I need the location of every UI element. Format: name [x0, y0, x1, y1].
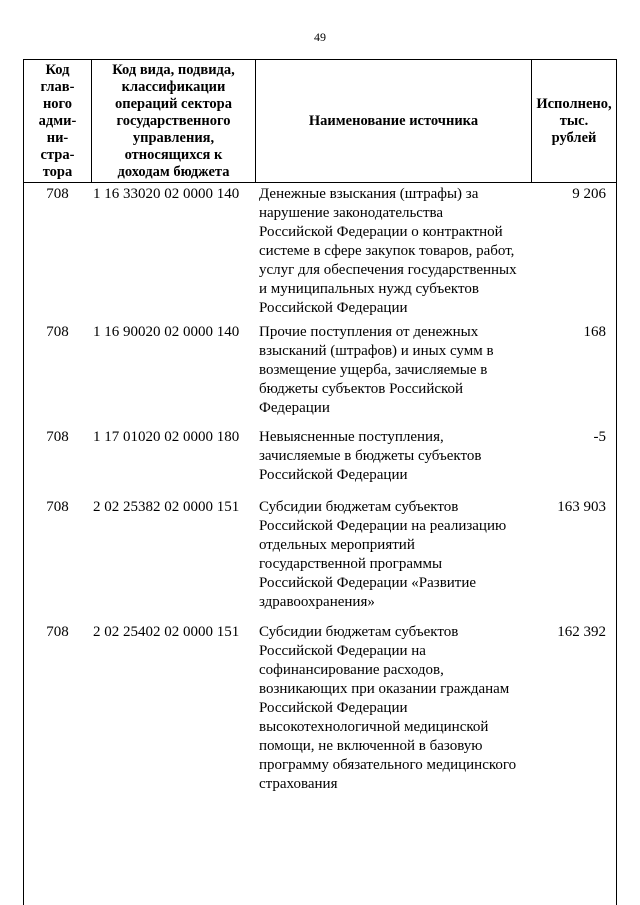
header-admin-code-label: Код глав- ного адми- ни- стра- тора — [38, 61, 77, 180]
row-admin-code: 708 — [46, 186, 69, 202]
row-amount: 162 392 — [557, 624, 606, 640]
page-number: 49 — [314, 30, 326, 44]
header-admin-code — [24, 60, 91, 182]
header-classification-code-label: Код вида, подвида, классификации операций сектора государственного управления, относящихся к доходам бюджета — [112, 61, 235, 180]
table-header — [24, 60, 616, 183]
header-source-name-label: Наименование источника — [308, 112, 479, 129]
row-admin-code: 708 — [46, 429, 69, 445]
row-amount: 168 — [583, 324, 606, 340]
revenue-table — [23, 59, 617, 905]
row-source-name: Невыясненные поступления, зачисляемые в бюджеты субъектов Российской Федерации — [259, 429, 482, 483]
row-source-name: Прочие поступления от денежных взысканий (штрафов) и иных сумм в возмещение ущерба, зачисляемые в бюджеты субъектов Российской Федерации — [259, 324, 494, 416]
row-admin-code: 708 — [46, 499, 69, 515]
row-amount: 163 903 — [557, 499, 606, 515]
row-classification-code: 1 16 90020 02 0000 140 — [93, 324, 240, 340]
row-admin-code: 708 — [46, 624, 69, 640]
row-source-name: Денежные взыскания (штрафы) за нарушение законодательства Российской Федерации о контрактной системе в сфере закупок товаров, работ, услуг для обеспечения государственных и муниципальных нужд субъектов Российской Федерации — [259, 186, 517, 316]
header-source-name — [256, 60, 531, 182]
header-executed — [532, 60, 616, 182]
row-classification-code: 1 17 01020 02 0000 180 — [93, 429, 240, 445]
row-classification-code: 2 02 25402 02 0000 151 — [93, 624, 240, 640]
row-classification-code: 1 16 33020 02 0000 140 — [93, 186, 240, 202]
row-source-name: Субсидии бюджетам субъектов Российской Федерации на реализацию отдельных мероприятий государственной программы Российской Федерации «Развитие здравоохранения» — [259, 499, 507, 610]
row-classification-code: 2 02 25382 02 0000 151 — [93, 499, 240, 515]
row-amount: -5 — [593, 429, 606, 445]
header-executed-label: Исполнено, тыс. рублей — [536, 95, 612, 146]
row-admin-code: 708 — [46, 324, 69, 340]
header-classification-code — [92, 60, 255, 182]
row-source-name: Субсидии бюджетам субъектов Российской Федерации на софинансирование расходов, возникающих при оказании гражданам Российской Федерации высокотехнологичной медицинской помощи, не включенной в базовую программу обязательного медицинского страхования — [259, 624, 517, 792]
row-amount: 9 206 — [572, 186, 606, 202]
